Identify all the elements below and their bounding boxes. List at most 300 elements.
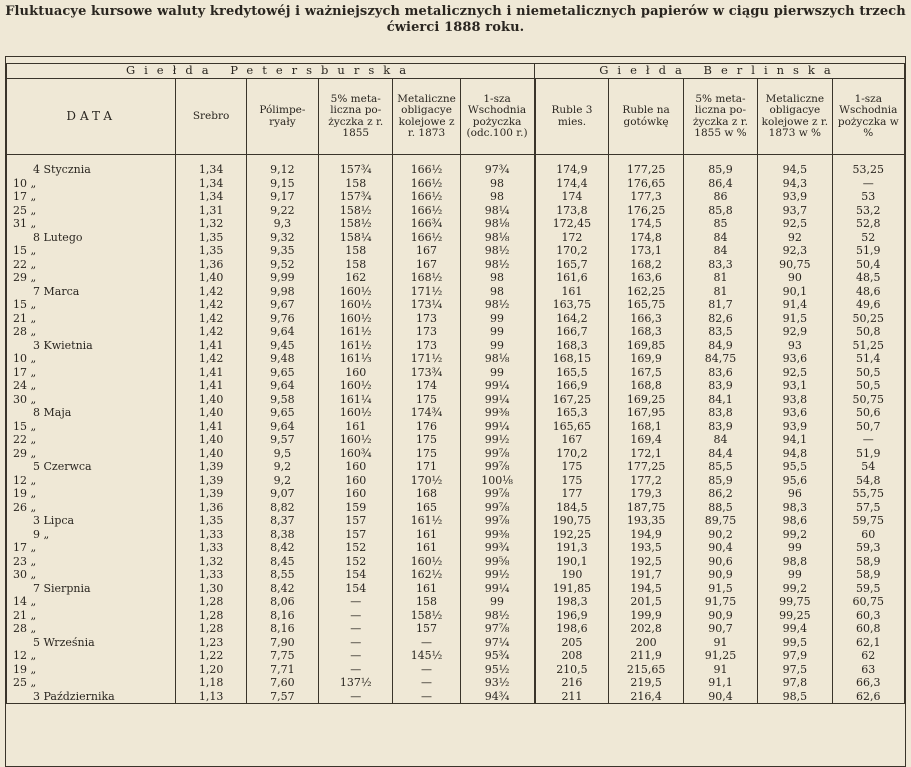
silver-cell: 1,40 <box>176 406 246 420</box>
berlin-east-loan-cell: 66,3 <box>832 676 904 690</box>
rail-bonds-cell: 162½ <box>393 568 460 582</box>
metal-loan-cell: 152 <box>319 541 393 555</box>
metal-loan-cell: — <box>319 622 393 636</box>
berlin-east-loan-cell: 62,6 <box>832 690 904 704</box>
half-imperial-cell: 8,82 <box>246 501 318 515</box>
metal-loan-cell: 160 <box>319 460 393 474</box>
silver-cell: 1,32 <box>176 555 246 569</box>
date-cell: 25 „ <box>7 204 176 218</box>
berlin-metal-loan-cell: 85,9 <box>683 155 757 177</box>
berlin-metal-loan-cell: 91 <box>683 663 757 677</box>
ruble-3m-header: Ruble 3 mies. <box>535 79 609 155</box>
east-loan-cell: 99⅞ <box>460 501 534 515</box>
date-cell: 22 „ <box>7 258 176 272</box>
berlin-east-loan-cell: 62,1 <box>832 636 904 650</box>
berlin-rail-bonds-cell: 95,5 <box>758 460 832 474</box>
metal-loan-cell: 157¾ <box>319 155 393 177</box>
berlin-east-loan-cell: 48,5 <box>832 271 904 285</box>
half-imperial-cell: 9,64 <box>246 379 318 393</box>
berlin-rail-bonds-cell: 92,9 <box>758 325 832 339</box>
east-loan-cell: 99⅝ <box>460 555 534 569</box>
ruble-3m-cell: 168,15 <box>535 352 609 366</box>
metal-loan-cell: 157 <box>319 514 393 528</box>
metal-loan-cell: — <box>319 663 393 677</box>
berlin-rail-bonds-cell: 99,75 <box>758 595 832 609</box>
east-loan-cell: 99 <box>460 312 534 326</box>
column-header-row <box>7 79 905 155</box>
berlin-east-loan-cell: 50,5 <box>832 366 904 380</box>
ruble-3m-cell: 174 <box>535 190 609 204</box>
rail-bonds-cell: 173 <box>393 339 460 353</box>
berlin-east-loan-cell: 51,9 <box>832 244 904 258</box>
ruble-3m-cell: 161,6 <box>535 271 609 285</box>
berlin-metal-loan-cell: 85 <box>683 217 757 231</box>
table-row <box>7 217 905 231</box>
berlin-east-loan-cell: 60,75 <box>832 595 904 609</box>
ruble-cash-cell: 215,65 <box>609 663 683 677</box>
half-imperial-cell: 9,57 <box>246 433 318 447</box>
date-cell: 19 „ <box>7 663 176 677</box>
rail-bonds-header: Metaliczne obligacye kolejowe z r. 1873 <box>393 79 460 155</box>
ruble-cash-cell: 211,9 <box>609 649 683 663</box>
exchange-header-row <box>7 64 905 79</box>
rail-bonds-cell: 158½ <box>393 609 460 623</box>
table-row <box>7 528 905 542</box>
berlin-east-loan-cell: 60,3 <box>832 609 904 623</box>
ruble-cash-cell: 193,5 <box>609 541 683 555</box>
silver-cell: 1,39 <box>176 487 246 501</box>
ruble-cash-header: Ruble na gotówkę <box>609 79 683 155</box>
half-imperial-cell: 8,16 <box>246 622 318 636</box>
table-row <box>7 609 905 623</box>
half-imperial-cell: 9,12 <box>246 155 318 177</box>
rail-bonds-cell: 175 <box>393 433 460 447</box>
petersburg-exchange-header: Giełda Petersburska <box>7 64 535 79</box>
berlin-rail-bonds-cell: 93 <box>758 339 832 353</box>
ruble-3m-cell: 174,4 <box>535 177 609 191</box>
berlin-rail-bonds-cell: 94,5 <box>758 155 832 177</box>
date-cell: 8 Maja <box>7 406 176 420</box>
date-cell: 3 Lipca <box>7 514 176 528</box>
half-imperial-cell: 9,17 <box>246 190 318 204</box>
ruble-cash-cell: 167,95 <box>609 406 683 420</box>
ruble-3m-cell: 191,85 <box>535 582 609 596</box>
ruble-cash-cell: 216,4 <box>609 690 683 704</box>
metal-loan-cell: 152 <box>319 555 393 569</box>
date-cell: 15 „ <box>7 298 176 312</box>
ruble-cash-cell: 168,8 <box>609 379 683 393</box>
berlin-east-loan-cell: 49,6 <box>832 298 904 312</box>
berlin-east-loan-cell: 53 <box>832 190 904 204</box>
table-row <box>7 285 905 299</box>
table-row <box>7 541 905 555</box>
berlin-metal-loan-cell: 90,9 <box>683 568 757 582</box>
date-cell: 8 Lutego <box>7 231 176 245</box>
ruble-cash-cell: 163,6 <box>609 271 683 285</box>
ruble-cash-cell: 169,4 <box>609 433 683 447</box>
east-loan-cell: 99⅞ <box>460 487 534 501</box>
silver-cell: 1,33 <box>176 528 246 542</box>
metal-loan-cell: 162 <box>319 271 393 285</box>
berlin-east-loan-cell: 59,75 <box>832 514 904 528</box>
berlin-east-loan-cell: 50,75 <box>832 393 904 407</box>
silver-cell: 1,35 <box>176 244 246 258</box>
date-cell: 21 „ <box>7 609 176 623</box>
rail-bonds-cell: 167 <box>393 258 460 272</box>
berlin-metal-loan-cell: 81,7 <box>683 298 757 312</box>
date-cell: 21 „ <box>7 312 176 326</box>
metal-loan-cell: 160½ <box>319 312 393 326</box>
silver-cell: 1,40 <box>176 271 246 285</box>
east-loan-cell: 99⅞ <box>460 514 534 528</box>
berlin-metal-loan-cell: 84,9 <box>683 339 757 353</box>
metal-loan-cell: 157¾ <box>319 190 393 204</box>
berlin-rail-bonds-cell: 93,6 <box>758 406 832 420</box>
half-imperial-cell: 9,67 <box>246 298 318 312</box>
rail-bonds-cell: 166¾ <box>393 217 460 231</box>
berlin-rail-bonds-cell: 99,4 <box>758 622 832 636</box>
ruble-3m-cell: 190 <box>535 568 609 582</box>
ruble-cash-cell: 194,9 <box>609 528 683 542</box>
east-loan-cell: 98 <box>460 177 534 191</box>
berlin-east-loan-cell: 50,25 <box>832 312 904 326</box>
half-imperial-cell: 8,55 <box>246 568 318 582</box>
east-loan-cell: 99⅜ <box>460 528 534 542</box>
berlin-east-loan-cell: 51,9 <box>832 447 904 461</box>
berlin-metal-loan-cell: 90,4 <box>683 541 757 555</box>
half-imperial-cell: 9,99 <box>246 271 318 285</box>
table-row <box>7 487 905 501</box>
half-imperial-cell: 9,35 <box>246 244 318 258</box>
date-cell: 10 „ <box>7 352 176 366</box>
silver-cell: 1,23 <box>176 636 246 650</box>
rail-bonds-cell: — <box>393 690 460 704</box>
berlin-rail-bonds-cell: 93,6 <box>758 352 832 366</box>
ruble-3m-cell: 216 <box>535 676 609 690</box>
ruble-cash-cell: 167,5 <box>609 366 683 380</box>
ruble-cash-cell: 177,25 <box>609 155 683 177</box>
date-cell: 22 „ <box>7 433 176 447</box>
table-row <box>7 352 905 366</box>
silver-cell: 1,30 <box>176 582 246 596</box>
rail-bonds-cell: 161 <box>393 541 460 555</box>
berlin-metal-loan-cell: 83,5 <box>683 325 757 339</box>
table-row <box>7 420 905 434</box>
ruble-cash-cell: 219,5 <box>609 676 683 690</box>
berlin-metal-loan-cell: 84 <box>683 244 757 258</box>
berlin-east-loan-cell: 63 <box>832 663 904 677</box>
berlin-rail-bonds-cell: 92,5 <box>758 217 832 231</box>
silver-cell: 1,42 <box>176 312 246 326</box>
berlin-metal-loan-cell: 81 <box>683 271 757 285</box>
east-loan-cell: 99¾ <box>460 541 534 555</box>
half-imperial-cell: 8,37 <box>246 514 318 528</box>
table-row <box>7 460 905 474</box>
table-row <box>7 339 905 353</box>
east-loan-cell: 98 <box>460 285 534 299</box>
berlin-rail-bonds-cell: 97,8 <box>758 676 832 690</box>
berlin-metal-loan-cell: 90,6 <box>683 555 757 569</box>
rail-bonds-cell: 161 <box>393 582 460 596</box>
date-cell: 17 „ <box>7 190 176 204</box>
metal-loan-cell: 160½ <box>319 285 393 299</box>
ruble-3m-cell: 167 <box>535 433 609 447</box>
rail-bonds-cell: 166½ <box>393 177 460 191</box>
metal-loan-cell: 161¼ <box>319 393 393 407</box>
metal-loan-cell: 160½ <box>319 406 393 420</box>
rail-bonds-cell: 175 <box>393 447 460 461</box>
metal-loan-cell: 160 <box>319 487 393 501</box>
east-loan-cell: 97¼ <box>460 636 534 650</box>
ruble-3m-cell: 196,9 <box>535 609 609 623</box>
ruble-3m-cell: 208 <box>535 649 609 663</box>
berlin-metal-loan-cell: 82,6 <box>683 312 757 326</box>
east-loan-cell: 95¾ <box>460 649 534 663</box>
silver-cell: 1,42 <box>176 298 246 312</box>
berlin-metal-loan-cell: 84,4 <box>683 447 757 461</box>
ruble-3m-cell: 190,1 <box>535 555 609 569</box>
berlin-rail-bonds-cell: 99 <box>758 541 832 555</box>
berlin-east-loan-cell: 51,25 <box>832 339 904 353</box>
east-loan-cell: 99 <box>460 325 534 339</box>
half-imperial-cell: 7,71 <box>246 663 318 677</box>
date-cell: 29 „ <box>7 447 176 461</box>
berlin-metal-loan-cell: 84 <box>683 433 757 447</box>
ruble-3m-cell: 166,7 <box>535 325 609 339</box>
ruble-cash-cell: 165,75 <box>609 298 683 312</box>
date-cell: 28 „ <box>7 622 176 636</box>
ruble-3m-cell: 174,9 <box>535 155 609 177</box>
berlin-metal-loan-cell: 86,4 <box>683 177 757 191</box>
east-loan-cell: 99 <box>460 339 534 353</box>
metal-loan-header: 5% meta-liczna po-życzka z r. 1855 <box>319 79 393 155</box>
silver-cell: 1,42 <box>176 352 246 366</box>
table-row <box>7 312 905 326</box>
ruble-cash-cell: 169,85 <box>609 339 683 353</box>
berlin-exchange-header: Giełda Berlinska <box>535 64 905 79</box>
berlin-east-loan-cell: 53,25 <box>832 155 904 177</box>
date-cell: 4 Stycznia <box>7 155 176 177</box>
ruble-cash-cell: 169,25 <box>609 393 683 407</box>
rail-bonds-cell: — <box>393 663 460 677</box>
east-loan-header: 1-sza Wschodnia pożyczka (odc.100 r.) <box>460 79 534 155</box>
date-cell: 29 „ <box>7 271 176 285</box>
berlin-metal-loan-cell: 86,2 <box>683 487 757 501</box>
berlin-east-loan-cell: 52,8 <box>832 217 904 231</box>
date-cell: 12 „ <box>7 649 176 663</box>
berlin-rail-bonds-cell: 93,1 <box>758 379 832 393</box>
rail-bonds-cell: — <box>393 636 460 650</box>
date-cell: 9 „ <box>7 528 176 542</box>
metal-loan-cell: 158 <box>319 258 393 272</box>
half-imperial-cell: 8,16 <box>246 609 318 623</box>
ruble-cash-cell: 199,9 <box>609 609 683 623</box>
half-imperial-cell: 9,22 <box>246 204 318 218</box>
metal-loan-cell: 159 <box>319 501 393 515</box>
east-loan-cell: 98½ <box>460 609 534 623</box>
ruble-3m-cell: 210,5 <box>535 663 609 677</box>
silver-cell: 1,40 <box>176 447 246 461</box>
rail-bonds-cell: 161½ <box>393 514 460 528</box>
berlin-east-loan-cell: 53,2 <box>832 204 904 218</box>
rail-bonds-cell: 168½ <box>393 271 460 285</box>
berlin-east-loan-header: 1-sza Wschodnia pożyczka w % <box>832 79 904 155</box>
silver-cell: 1,33 <box>176 568 246 582</box>
ruble-3m-cell: 192,25 <box>535 528 609 542</box>
metal-loan-cell: 161⅓ <box>319 352 393 366</box>
silver-cell: 1,39 <box>176 474 246 488</box>
table-row <box>7 177 905 191</box>
ruble-cash-cell: 179,3 <box>609 487 683 501</box>
silver-cell: 1,41 <box>176 366 246 380</box>
ruble-cash-cell: 176,25 <box>609 204 683 218</box>
metal-loan-cell: 137½ <box>319 676 393 690</box>
berlin-rail-bonds-cell: 96 <box>758 487 832 501</box>
metal-loan-cell: — <box>319 690 393 704</box>
date-cell: 3 Października <box>7 690 176 704</box>
metal-loan-cell: — <box>319 595 393 609</box>
berlin-rail-bonds-cell: 93,9 <box>758 190 832 204</box>
silver-cell: 1,40 <box>176 433 246 447</box>
rail-bonds-cell: — <box>393 676 460 690</box>
ruble-cash-cell: 177,25 <box>609 460 683 474</box>
berlin-rail-bonds-cell: 91,5 <box>758 312 832 326</box>
ruble-cash-cell: 194,5 <box>609 582 683 596</box>
ruble-3m-cell: 184,5 <box>535 501 609 515</box>
half-imperial-cell: 9,98 <box>246 285 318 299</box>
half-imperial-cell: 9,32 <box>246 231 318 245</box>
metal-loan-cell: 160 <box>319 474 393 488</box>
berlin-rail-bonds-cell: 92,5 <box>758 366 832 380</box>
rail-bonds-cell: 173¼ <box>393 298 460 312</box>
silver-cell: 1,41 <box>176 420 246 434</box>
rail-bonds-cell: 174¾ <box>393 406 460 420</box>
berlin-metal-loan-cell: 84,75 <box>683 352 757 366</box>
berlin-rail-bonds-cell: 99,5 <box>758 636 832 650</box>
metal-loan-cell: 160½ <box>319 433 393 447</box>
metal-loan-cell: 158½ <box>319 217 393 231</box>
berlin-metal-loan-cell: 86 <box>683 190 757 204</box>
half-imperial-cell: 9,45 <box>246 339 318 353</box>
date-cell: 15 „ <box>7 420 176 434</box>
berlin-rail-bonds-cell: 91,4 <box>758 298 832 312</box>
metal-loan-cell: 158 <box>319 244 393 258</box>
berlin-metal-loan-cell: 90,2 <box>683 528 757 542</box>
half-imperial-cell: 9,65 <box>246 366 318 380</box>
rail-bonds-cell: 160½ <box>393 555 460 569</box>
date-cell: 15 „ <box>7 244 176 258</box>
berlin-metal-loan-cell: 84 <box>683 231 757 245</box>
silver-cell: 1,41 <box>176 339 246 353</box>
berlin-metal-loan-cell: 83,9 <box>683 420 757 434</box>
berlin-rail-bonds-cell: 97,5 <box>758 663 832 677</box>
half-imperial-cell: 7,75 <box>246 649 318 663</box>
half-imperial-cell: 9,15 <box>246 177 318 191</box>
metal-loan-cell: 161½ <box>319 339 393 353</box>
metal-loan-cell: 158½ <box>319 204 393 218</box>
half-imperial-cell: 9,07 <box>246 487 318 501</box>
half-imperial-cell: 9,3 <box>246 217 318 231</box>
berlin-east-loan-cell: 51,4 <box>832 352 904 366</box>
ruble-3m-cell: 198,3 <box>535 595 609 609</box>
ruble-3m-cell: 175 <box>535 460 609 474</box>
silver-cell: 1,42 <box>176 285 246 299</box>
ruble-3m-cell: 175 <box>535 474 609 488</box>
table-row <box>7 663 905 677</box>
ruble-3m-cell: 163,75 <box>535 298 609 312</box>
ruble-cash-cell: 174,5 <box>609 217 683 231</box>
east-loan-cell: 98½ <box>460 298 534 312</box>
silver-cell: 1,35 <box>176 231 246 245</box>
ruble-cash-cell: 193,35 <box>609 514 683 528</box>
rail-bonds-cell: 167 <box>393 244 460 258</box>
ruble-cash-cell: 168,3 <box>609 325 683 339</box>
date-cell: 7 Sierpnia <box>7 582 176 596</box>
berlin-metal-loan-cell: 89,75 <box>683 514 757 528</box>
metal-loan-cell: 160¾ <box>319 447 393 461</box>
berlin-metal-loan-header: 5% meta-liczna po-życzka z r. 1855 w % <box>683 79 757 155</box>
berlin-rail-bonds-cell: 93,9 <box>758 420 832 434</box>
table-row <box>7 271 905 285</box>
ruble-3m-cell: 205 <box>535 636 609 650</box>
berlin-east-loan-cell: 54,8 <box>832 474 904 488</box>
berlin-rail-bonds-cell: 94,1 <box>758 433 832 447</box>
half-imperial-cell: 8,38 <box>246 528 318 542</box>
east-loan-cell: 99¼ <box>460 393 534 407</box>
ruble-cash-cell: 176,65 <box>609 177 683 191</box>
berlin-metal-loan-cell: 83,6 <box>683 366 757 380</box>
berlin-rail-bonds-cell: 99 <box>758 568 832 582</box>
ruble-cash-cell: 201,5 <box>609 595 683 609</box>
silver-cell: 1,34 <box>176 155 246 177</box>
table-row <box>7 379 905 393</box>
berlin-metal-loan-cell: 83,8 <box>683 406 757 420</box>
berlin-rail-bonds-cell: 98,8 <box>758 555 832 569</box>
east-loan-cell: 97¾ <box>460 155 534 177</box>
rail-bonds-cell: 175 <box>393 393 460 407</box>
rail-bonds-cell: 176 <box>393 420 460 434</box>
table-row <box>7 582 905 596</box>
table-row <box>7 393 905 407</box>
date-cell: 24 „ <box>7 379 176 393</box>
half-imperial-cell: 9,52 <box>246 258 318 272</box>
table-row <box>7 155 905 177</box>
ruble-3m-cell: 164,2 <box>535 312 609 326</box>
east-loan-cell: 95½ <box>460 663 534 677</box>
exchange-rates-table <box>6 63 905 704</box>
ruble-cash-cell: 169,9 <box>609 352 683 366</box>
date-cell: 17 „ <box>7 366 176 380</box>
ruble-cash-cell: 200 <box>609 636 683 650</box>
table-row <box>7 555 905 569</box>
date-cell: 5 Czerwca <box>7 460 176 474</box>
berlin-metal-loan-cell: 91,75 <box>683 595 757 609</box>
berlin-rail-bonds-cell: 90 <box>758 271 832 285</box>
rail-bonds-cell: 166½ <box>393 190 460 204</box>
berlin-east-loan-cell: 50,4 <box>832 258 904 272</box>
silver-cell: 1,28 <box>176 609 246 623</box>
rail-bonds-cell: 174 <box>393 379 460 393</box>
half-imperial-cell: 8,42 <box>246 582 318 596</box>
berlin-east-loan-cell: 55,75 <box>832 487 904 501</box>
ruble-3m-cell: 177 <box>535 487 609 501</box>
table-row <box>7 325 905 339</box>
berlin-east-loan-cell: 52 <box>832 231 904 245</box>
silver-cell: 1,32 <box>176 217 246 231</box>
east-loan-cell: 98 <box>460 271 534 285</box>
table-row <box>7 636 905 650</box>
metal-loan-cell: 157 <box>319 528 393 542</box>
